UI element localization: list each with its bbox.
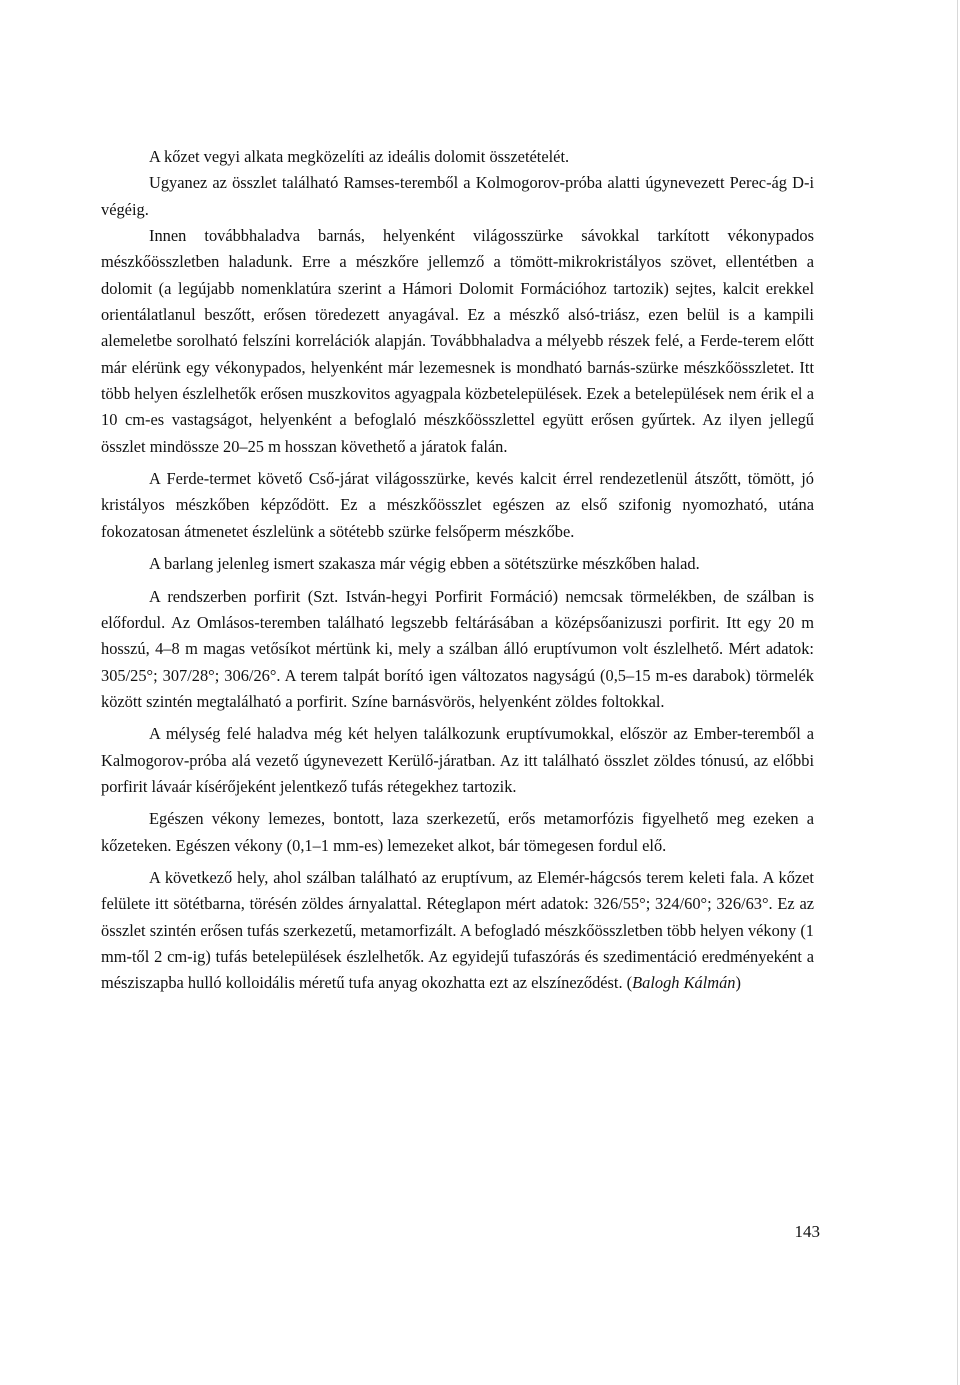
author-paren-open: ( (622, 973, 633, 993)
paragraph-8: Egészen vékony lemezes, bontott, laza szerkezetű, erős metamorfózis figyelhető meg ezeken a kőzeteken. Egészen vékony (0,1–1 mm-es) lemezeket alkot, bár tömegesen fordul elő. (101, 809, 814, 855)
paragraph-9-text: A következő hely, ahol szálban található az eruptívum, az Elemér-hágcsós terem keleti fala. A kőzet felülete itt sötétbarna, törésén zöldes árnyalattal. Réteglapon mért adatok: 326/55°; 324/60°; 326/63°. Ez az összlet szintén erősen tufás szerkezetű, metamorfizált. A befogladó mészkőösszletben több helyen vékony (1 mm-től 2 cm-ig) tufás betelepülések észlelhetők. Az egyidejű tufaszórás és szedimentáció eredményeként a mésziszapba hulló kolloidális méretű tufa anyag okozhatta ezt az elszíneződést. (101, 867, 814, 993)
author-paren-close: ) (735, 973, 741, 993)
paragraph-1: A kőzet vegyi alkata megközelíti az ideális dolomit összetételét. (149, 147, 570, 166)
paragraph-6: A rendszerben porfirit (Szt. István-hegyi Porfirit Formáció) nemcsak törmelékben, de szálban is előfordul. Az Omlásos-teremben található legszebb feltárásában a középsőanizuszi porfirit. Itt egy 20 m hosszú, 4–8 m magas vetősíkot mértünk ki, mely a szálban álló eruptívumon volt észlelhető. Mért adatok: 305/25°; 307/28°; 306/26°. A terem talpát borító igen változatos nagyságú (0,5–15 m-es darabok) törmelék között szintén megtalálható a porfirit. Színe barnásvörös, helyenként zöldes foltokkal. (101, 586, 814, 711)
scan-edge-line (957, 0, 958, 1385)
paragraph-5: A barlang jelenleg ismert szakasza már végig ebben a sötétszürke mészkőben halad. (149, 554, 700, 574)
page-number: 143 (794, 1222, 820, 1241)
paragraph-4: A Ferde-termet követő Cső-járat világosszürke, kevés kalcit érrel rendezetlenül átszőtt, tömött, jó kristályos mészkőben képződött. Ez a mészkőösszlet egészen az első szifonig nyomozható, utána fokozatosan átmenetet észlelünk a sötétebb szürke felsőperm mészkőbe. (101, 469, 814, 541)
paragraph-2: Ugyanez az összlet található Ramses-teremből a Kolmogorov-próba alatti úgynevezett Perec-ág D-i végéig. (101, 173, 814, 219)
author-byline: Balogh Kálmán (632, 973, 736, 993)
body-text (101, 144, 814, 997)
paragraph-3: Innen továbbhaladva barnás, helyenként világosszürke sávokkal tarkított vékonypados mészkőösszletben haladunk. Erre a mészkőre jellemző a tömött-mikrokristályos szövet, ellentétben a dolomit (a legújabb nomenklatúra szerint a Hámori Dolomit Formációhoz tartozik) sejtes, kalcit erekkel orientálatlanul beszőtt, erősen töredezett anyagával. Ez a mészkő alsó-triász, ezen belül is a kampili alemeletbe sorolható felszíni korrelációk alapján. Továbbhaladva a mélyebb részek felé, a Ferde-terem előtt már elérünk egy vékonypados, helyenként már lezemesnek is mondható barnás-szürke mészkőösszletet. Itt több helyen észlelhetők erősen muszkovitos agyagpala közbetelepülések. Ezek a betelepülések nem érik el a 10 cm-es vastagságot, helyenként a befoglaló mészkőösszlettel együtt erősen gyűrtek. Az ilyen jellegű összlet mindössze 20–25 m hosszan követhető a járatok falán. (101, 226, 814, 456)
paragraph-9 (101, 865, 814, 997)
paragraph-7: A mélység felé haladva még két helyen találkozunk eruptívumokkal, először az Ember-teremből a Kalmogorov-próba alá vezető úgynevezett Kerülő-járatban. Az itt található összlet zöldes tónusú, az előbbi porfirit lávaár kísérőjeként jelentkező tufás rétegekhez tartozik. (101, 724, 814, 796)
